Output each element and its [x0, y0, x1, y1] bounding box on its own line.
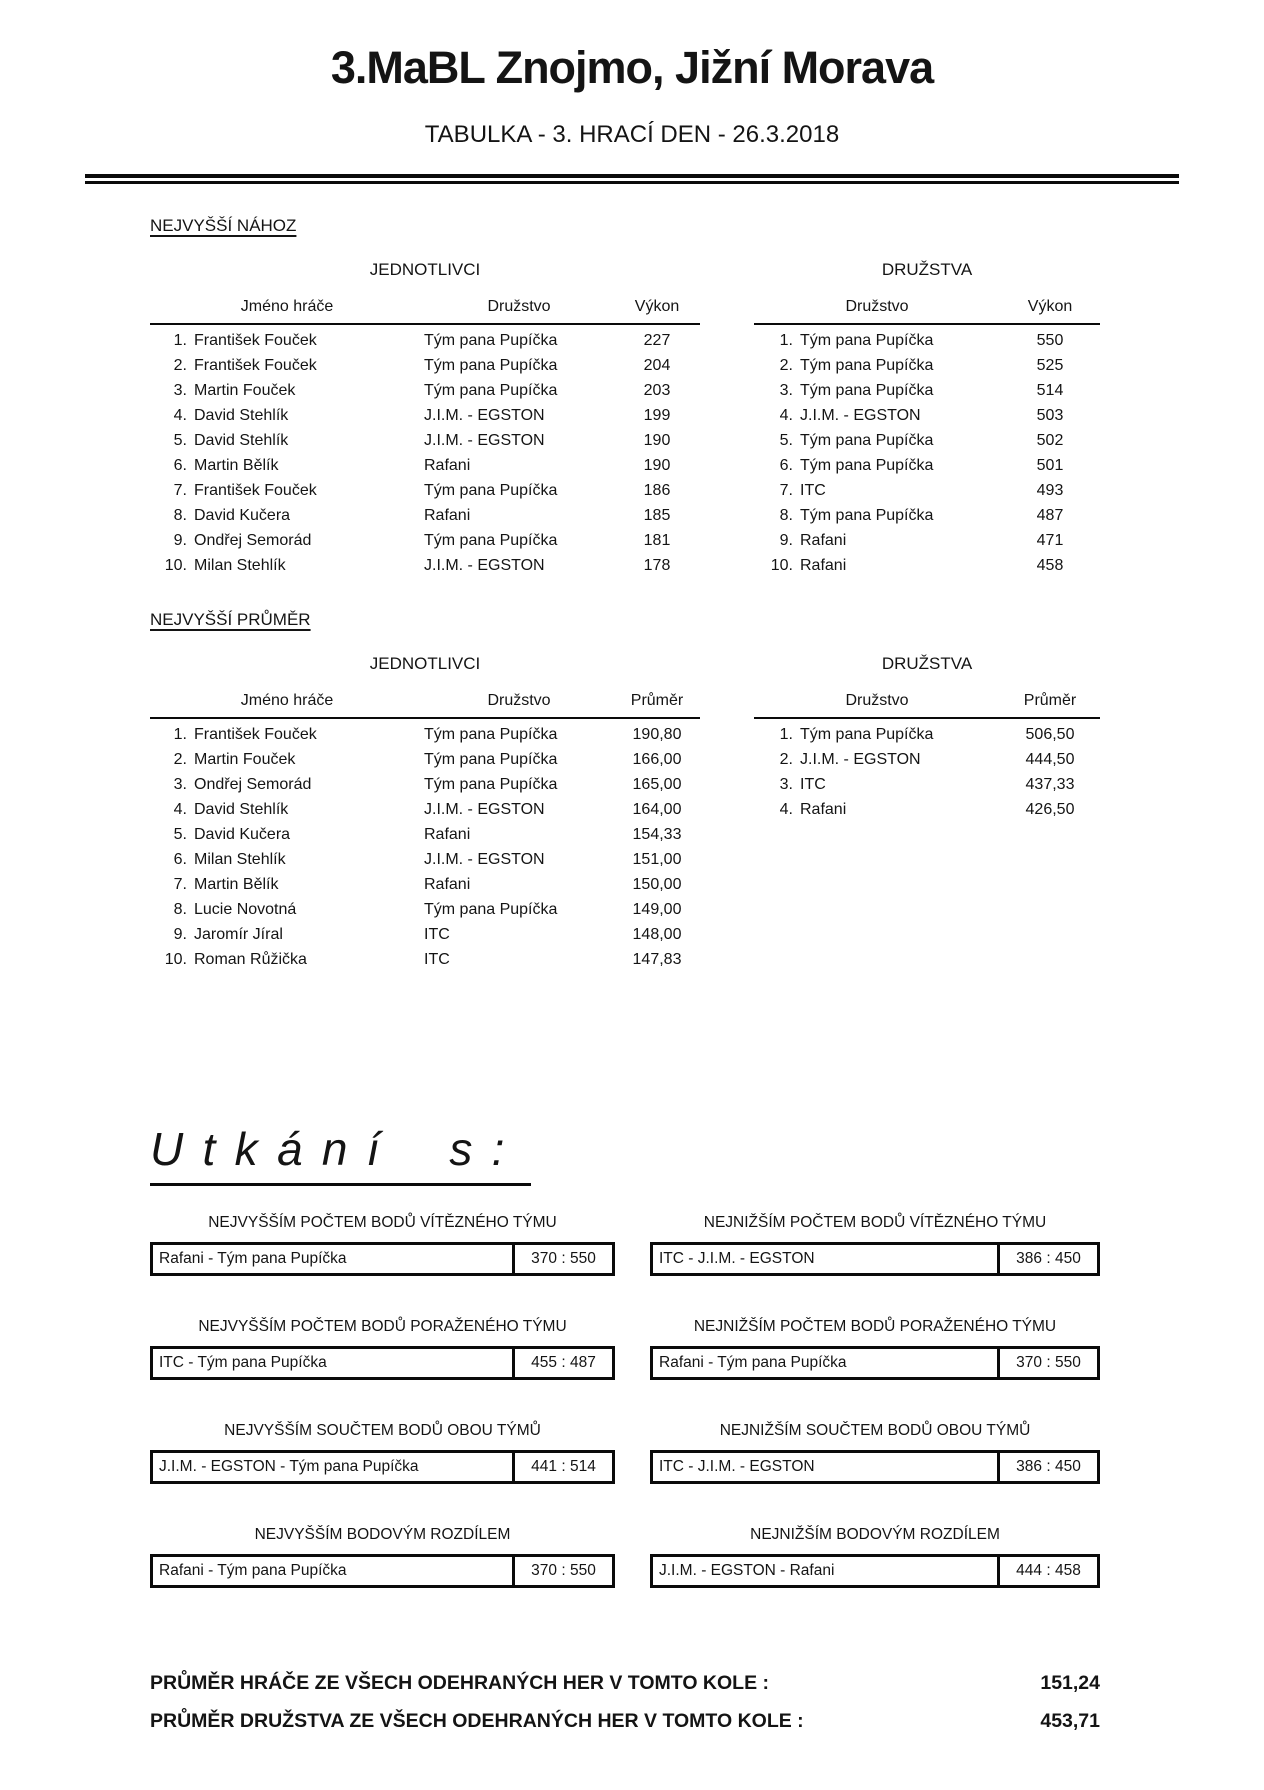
rank-cell: 6.: [173, 851, 187, 868]
value-cell: 148,00: [632, 926, 682, 943]
player-name-cell: František Fouček: [194, 482, 317, 499]
team-name-cell: Tým pana Pupíčka: [424, 751, 558, 768]
rank-cell: 10.: [164, 557, 187, 574]
section-tables: [150, 654, 1100, 972]
player-name-cell: David Kučera: [194, 507, 291, 524]
match-label: NEJVYŠŠÍM SOUČTEM BODŮ OBOU TÝMŮ: [224, 1422, 541, 1439]
value-cell: 525: [1036, 357, 1064, 374]
team-name-cell: Tým pana Pupíčka: [424, 332, 558, 349]
team-name-cell: J.I.M. - EGSTON: [424, 432, 545, 449]
player-name-cell: Milan Stehlík: [194, 557, 286, 574]
match-score-cell: 444 : 458: [997, 1557, 1097, 1585]
column-header-player: Jméno hráče: [240, 692, 334, 709]
value-cell: 502: [1036, 432, 1064, 449]
value-cell: 151,00: [632, 851, 682, 868]
match-teams-cell: Rafani - Tým pana Pupíčka: [159, 1562, 347, 1579]
match-teams-cell: ITC - J.I.M. - EGSTON: [659, 1250, 815, 1267]
rank-cell: 2.: [173, 357, 187, 374]
match-score-cell: 386 : 450: [997, 1245, 1097, 1273]
team-name-cell: Tým pana Pupíčka: [800, 726, 934, 743]
value-cell: 185: [643, 507, 671, 524]
rank-cell: 1.: [779, 726, 793, 743]
match-teams-cell: J.I.M. - EGSTON - Rafani: [659, 1562, 835, 1579]
section-highest-average: [150, 610, 1100, 972]
value-cell: 426,50: [1025, 801, 1075, 818]
teams-table: [754, 692, 1100, 822]
value-cell: 147,83: [632, 951, 682, 968]
team-name-cell: Tým pana Pupíčka: [800, 432, 934, 449]
value-cell: 164,00: [632, 801, 682, 818]
column-header-team: Družstvo: [845, 692, 909, 709]
value-cell: 165,00: [632, 776, 682, 793]
match-label: NEJVYŠŠÍM BODOVÝM ROZDÍLEM: [254, 1526, 511, 1543]
value-cell: 487: [1036, 507, 1064, 524]
rank-cell: 10.: [770, 557, 793, 574]
rank-cell: 7.: [173, 876, 187, 893]
rank-cell: 3.: [173, 776, 187, 793]
summary-row: [150, 1702, 1100, 1740]
team-name-cell: Rafani: [424, 457, 471, 474]
value-cell: 150,00: [632, 876, 682, 893]
rank-cell: 2.: [173, 751, 187, 768]
team-name-cell: Rafani: [800, 532, 847, 549]
match-box: [150, 1554, 615, 1588]
match-item: [650, 1422, 1100, 1484]
value-cell: 550: [1036, 332, 1064, 349]
value-cell: 199: [643, 407, 671, 424]
team-name-cell: Rafani: [424, 876, 471, 893]
document-header: [0, 0, 1264, 184]
player-name-cell: František Fouček: [194, 332, 317, 349]
rank-cell: 10.: [164, 951, 187, 968]
team-name-cell: ITC: [424, 926, 450, 943]
rank-cell: 4.: [779, 407, 793, 424]
rank-cell: 6.: [173, 457, 187, 474]
value-cell: 437,33: [1025, 776, 1075, 793]
column-header-value: Výkon: [634, 298, 680, 315]
team-name-cell: Tým pana Pupíčka: [800, 457, 934, 474]
team-name-cell: Tým pana Pupíčka: [800, 332, 934, 349]
value-cell: 149,00: [632, 901, 682, 918]
match-box: [650, 1242, 1100, 1276]
rank-cell: 8.: [173, 901, 187, 918]
team-name-cell: Tým pana Pupíčka: [424, 357, 558, 374]
match-score-cell: 370 : 550: [997, 1349, 1097, 1377]
column-header-value: Průměr: [1023, 692, 1077, 709]
column-header-player: Jméno hráče: [240, 298, 334, 315]
matches-heading: Utkání s:: [150, 1122, 531, 1186]
match-box: [650, 1346, 1100, 1380]
rank-cell: 3.: [779, 382, 793, 399]
value-cell: 190: [643, 432, 671, 449]
team-name-cell: J.I.M. - EGSTON: [424, 851, 545, 868]
team-name-cell: ITC: [800, 776, 826, 793]
match-box: [150, 1450, 615, 1484]
value-cell: 227: [643, 332, 671, 349]
player-name-cell: Martin Bělík: [194, 457, 279, 474]
match-teams-cell: ITC - Tým pana Pupíčka: [159, 1354, 327, 1371]
player-name-cell: David Kučera: [194, 826, 291, 843]
match-score-cell: 370 : 550: [512, 1245, 612, 1273]
player-name-cell: Martin Fouček: [194, 751, 296, 768]
team-name-cell: Rafani: [800, 557, 847, 574]
rank-cell: 8.: [173, 507, 187, 524]
team-name-cell: Tým pana Pupíčka: [800, 382, 934, 399]
summary-label: PRŮMĚR DRUŽSTVA ZE VŠECH ODEHRANÝCH HER V TOMTO KOLE :: [150, 1710, 804, 1732]
column-header-value: Průměr: [630, 692, 684, 709]
team-name-cell: ITC: [800, 482, 826, 499]
value-cell: 514: [1036, 382, 1064, 399]
match-item: [150, 1214, 615, 1276]
summary-value: 151,24: [1040, 1672, 1100, 1694]
team-name-cell: Tým pana Pupíčka: [424, 382, 558, 399]
rank-cell: 7.: [173, 482, 187, 499]
rank-cell: 2.: [779, 751, 793, 768]
summary-label: PRŮMĚR HRÁČE ZE VŠECH ODEHRANÝCH HER V TOMTO KOLE :: [150, 1672, 769, 1694]
rank-cell: 4.: [173, 407, 187, 424]
rank-cell: 5.: [173, 432, 187, 449]
individuals-title: JEDNOTLIVCI: [369, 654, 481, 673]
column-header-team: Družstvo: [845, 298, 909, 315]
individuals-table: [150, 692, 700, 972]
match-score-cell: 441 : 514: [512, 1453, 612, 1481]
team-name-cell: Rafani: [424, 826, 471, 843]
header-double-rule: [85, 174, 1179, 184]
rank-cell: 6.: [779, 457, 793, 474]
team-name-cell: J.I.M. - EGSTON: [424, 407, 545, 424]
section-heading: NEJVYŠŠÍ PRŮMĚR: [150, 610, 311, 629]
team-name-cell: ITC: [424, 951, 450, 968]
team-name-cell: J.I.M. - EGSTON: [800, 407, 921, 424]
player-name-cell: Roman Růžička: [194, 951, 307, 968]
match-teams-cell: Rafani - Tým pana Pupíčka: [659, 1354, 847, 1371]
match-label: NEJNIŽŠÍM BODOVÝM ROZDÍLEM: [750, 1526, 1000, 1543]
player-name-cell: Milan Stehlík: [194, 851, 286, 868]
team-name-cell: Tým pana Pupíčka: [424, 901, 558, 918]
match-item: [150, 1422, 615, 1484]
team-name-cell: Tým pana Pupíčka: [800, 357, 934, 374]
value-cell: 501: [1036, 457, 1064, 474]
rank-cell: 2.: [779, 357, 793, 374]
player-name-cell: Ondřej Semorád: [194, 776, 312, 793]
value-cell: 178: [643, 557, 671, 574]
team-name-cell: Tým pana Pupíčka: [424, 726, 558, 743]
teams-title: DRUŽSTVA: [881, 654, 973, 673]
teams-title: DRUŽSTVA: [881, 260, 973, 279]
value-cell: 181: [643, 532, 671, 549]
team-name-cell: Rafani: [424, 507, 471, 524]
rank-cell: 5.: [173, 826, 187, 843]
value-cell: 471: [1036, 532, 1064, 549]
rank-cell: 8.: [779, 507, 793, 524]
player-name-cell: Ondřej Semorád: [194, 532, 312, 549]
match-score-cell: 386 : 450: [997, 1453, 1097, 1481]
section-highest-game: [150, 216, 1100, 578]
teams-block: [754, 260, 1100, 578]
team-name-cell: Tým pana Pupíčka: [424, 776, 558, 793]
value-cell: 493: [1036, 482, 1064, 499]
match-item: [650, 1526, 1100, 1588]
matches-section: [150, 1122, 1100, 1588]
match-teams-cell: ITC - J.I.M. - EGSTON: [659, 1458, 815, 1475]
player-name-cell: David Stehlík: [194, 432, 289, 449]
column-header-team: Družstvo: [487, 298, 551, 315]
team-name-cell: Tým pana Pupíčka: [424, 532, 558, 549]
value-cell: 190,80: [632, 726, 682, 743]
column-header-value: Výkon: [1027, 298, 1073, 315]
match-item: [650, 1214, 1100, 1276]
team-name-cell: J.I.M. - EGSTON: [424, 557, 545, 574]
match-score-cell: 455 : 487: [512, 1349, 612, 1377]
value-cell: 444,50: [1025, 751, 1075, 768]
value-cell: 506,50: [1025, 726, 1075, 743]
player-name-cell: Martin Fouček: [194, 382, 296, 399]
rank-cell: 3.: [173, 382, 187, 399]
rank-cell: 4.: [173, 801, 187, 818]
team-name-cell: Tým pana Pupíčka: [800, 507, 934, 524]
match-label: NEJVYŠŠÍM POČTEM BODŮ VÍTĚZNÉHO TÝMU: [208, 1214, 557, 1231]
rank-cell: 4.: [779, 801, 793, 818]
match-box: [650, 1554, 1100, 1588]
match-label: NEJNIŽŠÍM SOUČTEM BODŮ OBOU TÝMŮ: [719, 1422, 1031, 1439]
page-content: [150, 216, 1100, 1740]
value-cell: 458: [1036, 557, 1064, 574]
column-header-team: Družstvo: [487, 692, 551, 709]
individuals-block: [150, 260, 700, 578]
player-name-cell: Jaromír Jíral: [194, 926, 283, 943]
teams-block: [754, 654, 1100, 972]
match-label: NEJNIŽŠÍM POČTEM BODŮ VÍTĚZNÉHO TÝMU: [703, 1214, 1047, 1231]
rank-cell: 9.: [173, 926, 187, 943]
page-subtitle: TABULKA - 3. HRACÍ DEN - 26.3.2018: [424, 121, 840, 148]
match-grid: [150, 1214, 1100, 1588]
team-name-cell: J.I.M. - EGSTON: [424, 801, 545, 818]
summary-row: [150, 1664, 1100, 1702]
individuals-title: JEDNOTLIVCI: [369, 260, 481, 279]
value-cell: 154,33: [632, 826, 682, 843]
rank-cell: 5.: [779, 432, 793, 449]
player-name-cell: David Stehlík: [194, 801, 289, 818]
player-name-cell: František Fouček: [194, 357, 317, 374]
player-name-cell: Martin Bělík: [194, 876, 279, 893]
rank-cell: 1.: [173, 726, 187, 743]
rank-cell: 1.: [779, 332, 793, 349]
team-name-cell: Rafani: [800, 801, 847, 818]
individuals-block: [150, 654, 700, 972]
header-underline: [150, 717, 700, 719]
section-heading: NEJVYŠŠÍ NÁHOZ: [150, 216, 297, 235]
match-item: [150, 1526, 615, 1588]
value-cell: 190: [643, 457, 671, 474]
player-name-cell: František Fouček: [194, 726, 317, 743]
header-underline: [754, 323, 1100, 325]
rank-cell: 3.: [779, 776, 793, 793]
page-title: 3.MaBL Znojmo, Jižní Morava: [330, 42, 934, 93]
team-name-cell: Tým pana Pupíčka: [424, 482, 558, 499]
match-label: NEJVYŠŠÍM POČTEM BODŮ PORAŽENÉHO TÝMU: [198, 1318, 567, 1335]
header-underline: [754, 717, 1100, 719]
summary-value: 453,71: [1040, 1710, 1100, 1732]
rank-cell: 9.: [779, 532, 793, 549]
value-cell: 503: [1036, 407, 1064, 424]
value-cell: 186: [643, 482, 671, 499]
match-box: [650, 1450, 1100, 1484]
value-cell: 166,00: [632, 751, 682, 768]
team-name-cell: J.I.M. - EGSTON: [800, 751, 921, 768]
value-cell: 203: [643, 382, 671, 399]
player-name-cell: Lucie Novotná: [194, 901, 297, 918]
rank-cell: 7.: [779, 482, 793, 499]
rank-cell: 1.: [173, 332, 187, 349]
summary-section: [150, 1664, 1100, 1740]
individuals-table: [150, 298, 700, 578]
rank-cell: 9.: [173, 532, 187, 549]
match-score-cell: 370 : 550: [512, 1557, 612, 1585]
match-teams-cell: J.I.M. - EGSTON - Tým pana Pupíčka: [159, 1458, 419, 1475]
player-name-cell: David Stehlík: [194, 407, 289, 424]
match-item: [650, 1318, 1100, 1380]
value-cell: 204: [643, 357, 671, 374]
section-tables: [150, 260, 1100, 578]
match-box: [150, 1346, 615, 1380]
match-teams-cell: Rafani - Tým pana Pupíčka: [159, 1250, 347, 1267]
match-item: [150, 1318, 615, 1380]
header-underline: [150, 323, 700, 325]
match-label: NEJNIŽŠÍM POČTEM BODŮ PORAŽENÉHO TÝMU: [693, 1318, 1057, 1335]
teams-table: [754, 298, 1100, 578]
match-box: [150, 1242, 615, 1276]
